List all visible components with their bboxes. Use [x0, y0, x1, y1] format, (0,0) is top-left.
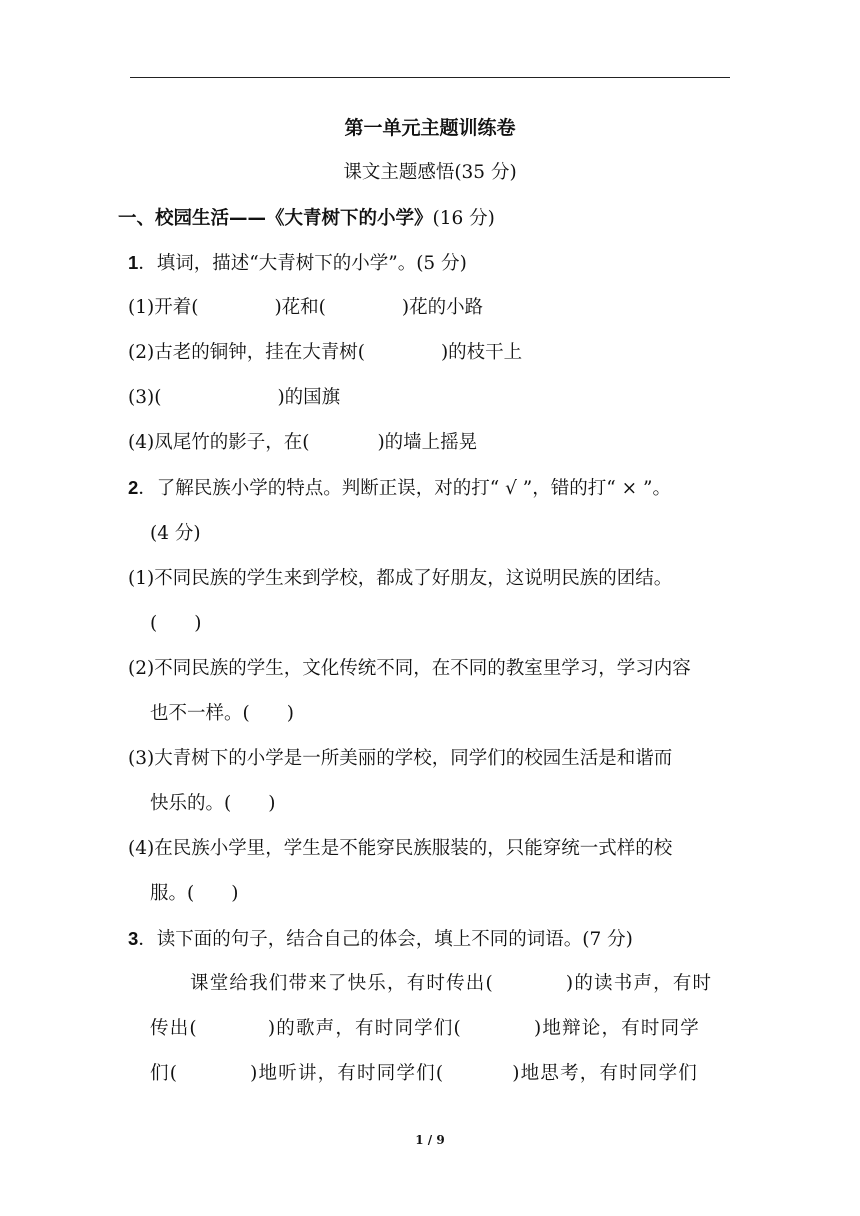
q2-item-3: (3)大青树下的小学是一所美丽的学校，同学们的校园生活是和谐而 — [128, 748, 673, 769]
section-heading — [118, 206, 495, 232]
item-text: (1)开着( — [128, 297, 199, 318]
q2-item-3-cont[interactable]: 快乐的。( ) — [150, 793, 276, 814]
paragraph-text: )的读书声，有时 — [565, 973, 713, 994]
section-label: 一、校园生活——《大青树下的小学》 — [118, 208, 433, 229]
item-text: )的墙上摇晃 — [377, 432, 478, 453]
item-text: (2)古老的铜钟，挂在大青树( — [128, 342, 365, 363]
q3-paragraph-line-3 — [150, 1061, 698, 1087]
item-text: )的枝干上 — [440, 342, 523, 363]
q1-item-1 — [128, 295, 483, 321]
q2-item-2: (2)不同民族的学生，文化传统不同，在不同的教室里学习，学习内容 — [128, 658, 691, 679]
q2-item-4: (4)在民族小学里，学生是不能穿民族服装的，只能穿统一式样的校 — [128, 838, 673, 859]
q2-item-1-answer[interactable]: ( ) — [150, 613, 202, 634]
page-title: 第一单元主题训练卷 — [344, 117, 516, 139]
paragraph-text: )地听讲，有时同学们( — [250, 1063, 445, 1084]
q1-item-4 — [128, 430, 477, 456]
paragraph-text: 课堂给我们带来了快乐，有时传出( — [190, 973, 494, 994]
item-text: )花的小路 — [401, 297, 484, 318]
q2-item-1: (1)不同民族的学生来到学校，都成了好朋友，这说明民族的团结。 — [128, 568, 673, 589]
item-text: )的国旗 — [277, 387, 341, 408]
question-3 — [128, 926, 633, 953]
paragraph-text: )地辩论，有时同学 — [533, 1018, 700, 1039]
paragraph-text: 传出( — [150, 1018, 198, 1039]
paragraph-text: )的歌声，有时同学们( — [267, 1018, 462, 1039]
question-number: 2 — [128, 477, 139, 498]
question-text: ．填词，描述“大青树下的小学”。(5 分) — [138, 253, 467, 274]
q3-paragraph-line-2 — [150, 1016, 700, 1042]
header-rule — [130, 77, 730, 78]
item-text: (3)( — [128, 387, 162, 408]
question-text: ．了解民族小学的特点。判断正误，对的打“ √ ”，错的打“ × ”。 — [138, 478, 671, 499]
question-text: ．读下面的句子，结合自己的体会，填上不同的词语。(7 分) — [138, 929, 633, 950]
question-number: 3 — [128, 928, 139, 949]
paragraph-text: 们( — [150, 1063, 179, 1084]
paragraph-text: )地思考，有时同学们 — [512, 1063, 698, 1084]
section-points: (16 分) — [432, 208, 495, 229]
item-text: )花和( — [274, 297, 326, 318]
question-number: 1 — [128, 252, 139, 273]
item-text: (4)凤尾竹的影子，在( — [128, 432, 310, 453]
question-2 — [128, 475, 671, 502]
q1-item-2 — [128, 340, 522, 366]
q1-item-3 — [128, 385, 340, 411]
question-2-points: (4 分) — [150, 523, 201, 544]
question-1 — [128, 250, 467, 277]
q3-paragraph-line-1 — [190, 971, 712, 997]
q2-item-4-cont[interactable]: 服。( ) — [150, 883, 239, 904]
q2-item-2-cont[interactable]: 也不一样。( ) — [150, 703, 294, 724]
page-number: 1 / 9 — [415, 1133, 445, 1147]
page-subtitle: 课文主题感悟(35 分) — [343, 162, 517, 183]
